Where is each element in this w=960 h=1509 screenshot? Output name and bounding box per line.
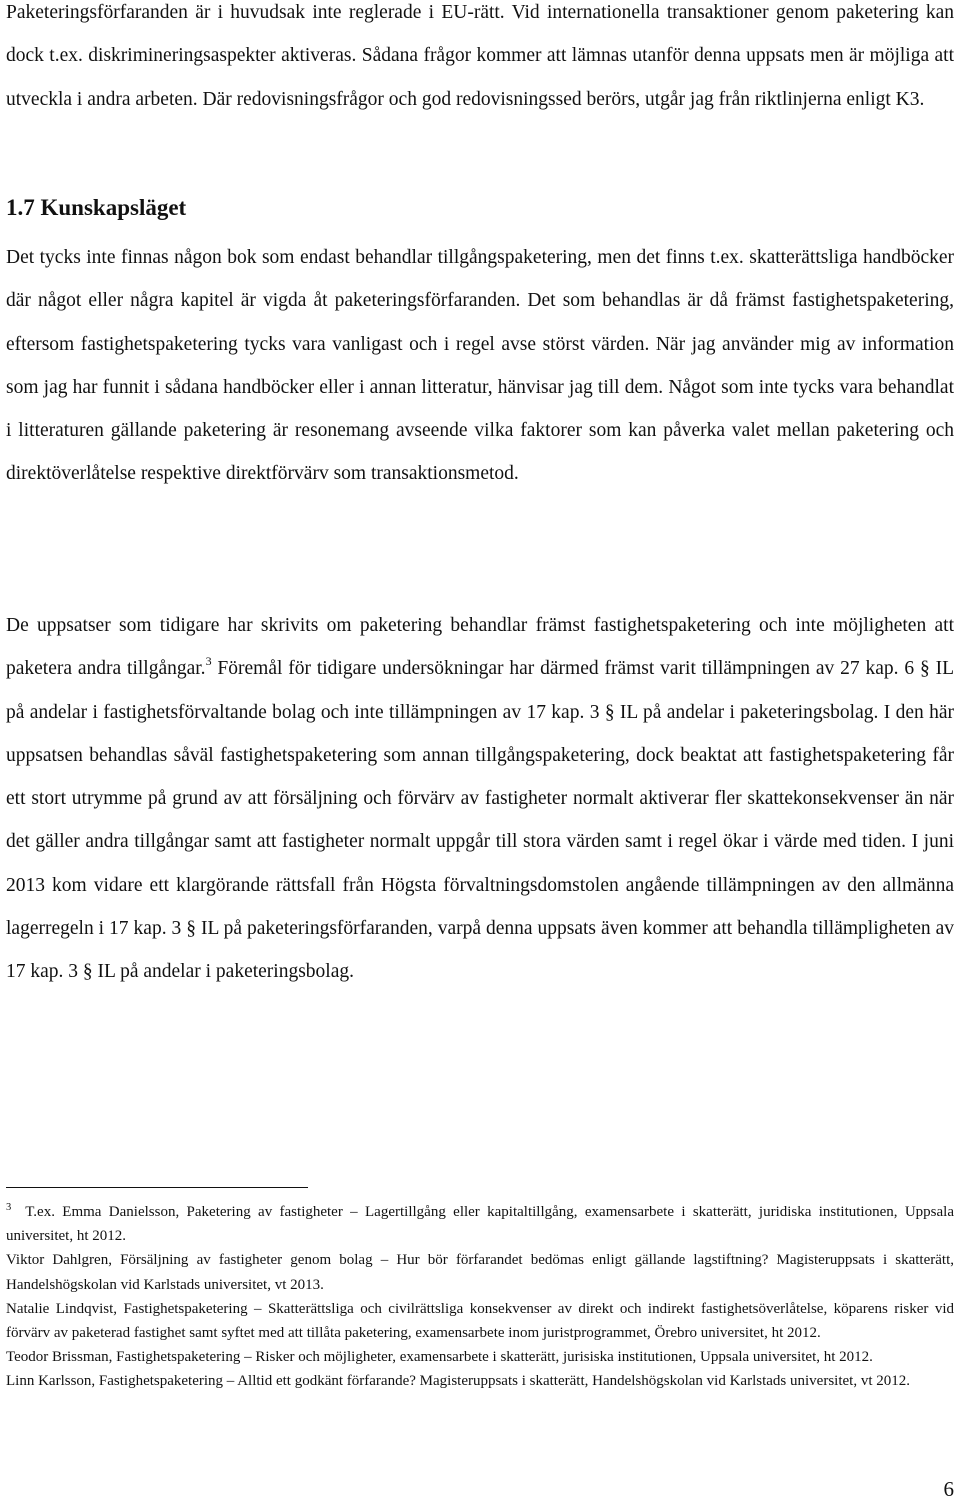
body-paragraph: Paketeringsförfaranden är i huvudsak inte reglerade i EU-rätt. Vid internationella transaktioner genom paketering kan dock t.ex. diskrimineringsaspekter aktiveras. Sådana frågor kommer att lämnas utanför denna uppsats men är möjliga att utveckla i andra arbeten. Där redovisningsfrågor och god redovisningssed berörs, utgår jag från riktlinjerna enligt K3. — [6, 2, 954, 110]
footnote-separator — [6, 1187, 308, 1188]
footnote-reference[interactable]: 3 — [205, 654, 212, 669]
footnotes — [6, 1200, 954, 1394]
footnote-entry — [6, 1200, 954, 1248]
paragraph-text: Föremål för tidigare undersökningar har därmed främst varit tillämpningen av 27 kap. 6 § IL på andelar i fastighetsförvaltande bolag och inte tillämpningen av 17 kap. 3 § IL på andelar i paketeringsbolag. I den här uppsatsen behandlas såväl fastighetspaketering som annan tillgångspaketering, dock beaktat att fastighetspaketering får ett stort utrymme på grund av att försäljning och förvärv av fastigheter normalt aktiverar fler skattekonsekvenser än när det gäller andra tillgångar samt att fastigheter normalt uppgår till stora värden samt i regel ökar i värde med tiden. I juni 2013 kom vidare ett klargörande rättsfall från Högsta förvaltningsdomstolen angående tillämpningen av den allmänna lagerregeln i 17 kap. 3 § IL på paketeringsförfaranden, varpå denna uppsats även kommer att behandla tillämpligheten av 17 kap. 3 § IL på andelar i paketeringsbolag. — [6, 658, 954, 983]
footnote-entry: Natalie Lindqvist, Fastighetspaketering – Skatterättsliga och civilrättsliga konsekvenser av direkt och indirekt fastighetsöverlåtelse, köparens risker vid förvärv av paketerad fastighet samt syftet med att tillåta paketering, examensarbete inom juristprogrammet, Örebro universitet, ht 2012. — [6, 1300, 954, 1342]
section-heading: 1.7 Kunskapsläget — [6, 195, 187, 220]
paragraph-text: De uppsatser som tidigare har skrivits om paketering behandlar främst fastighetspaketering och inte möjligheten att paketera andra tillgångar. — [6, 615, 954, 680]
footnote-entry: Viktor Dahlgren, Försäljning av fastigheter genom bolag – Hur bör förfarandet bedömas enligt gällande lagstiftning? Magisteruppsats i skatterätt, Handelshögskolan vid Karlstads universitet, vt 2013. — [6, 1252, 954, 1293]
footnote-text: T.ex. Emma Danielsson, Paketering av fastigheter – Lagertillgång eller kapitaltillgång, examensarbete i skatterätt, juridiska institutionen, Uppsala universitet, ht 2012. — [6, 1204, 954, 1245]
body-paragraph — [6, 604, 954, 994]
footnote-number: 3 — [6, 1202, 12, 1213]
footnote-entry: Teodor Brissman, Fastighetspaketering – Risker och möjligheter, examensarbete i skatterätt, jurisiska institutionen, Uppsala universitet, ht 2012. — [6, 1349, 873, 1366]
footnote-entry: Linn Karlsson, Fastighetspaketering – Alltid ett godkänt förfarande? Magisteruppsats i skatterätt, Handelshögskolan vid Karlstads universitet, vt 2012. — [6, 1373, 910, 1390]
body-paragraph: Det tycks inte finnas någon bok som endast behandlar tillgångspaketering, men det finns t.ex. skatterättsliga handböcker där något eller några kapitel är vigda åt paketeringsförfaranden. Det som behandlas är då främst fastighetspaketering, eftersom fastighetspaketering tycks vara vanligast och i regel avse störst värden. När jag använder mig av information som jag har funnit i sådana handböcker eller i annan litteratur, hänvisar jag till dem. Något som inte tycks vara behandlat i litteraturen gällande paketering är resonemang avseende vilka faktorer som kan påverka valet mellan paketering och direktöverlåtelse respektive direktförvärv som transaktionsmetod. — [6, 247, 954, 485]
page-number: 6 — [943, 1477, 954, 1501]
